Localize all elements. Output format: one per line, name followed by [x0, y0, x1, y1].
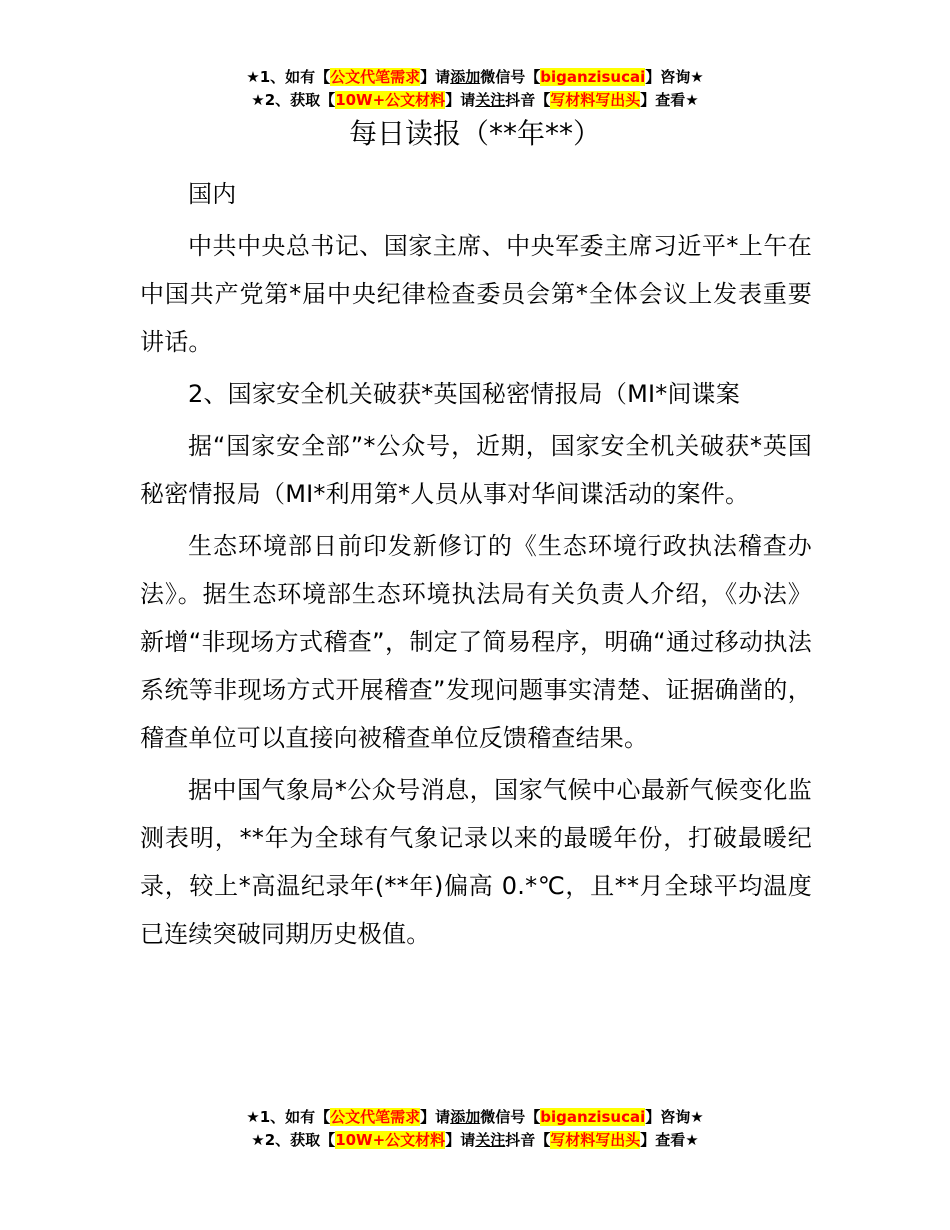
banner-line-2 [0, 1129, 950, 1152]
document-body [140, 170, 812, 958]
banner-highlight: 10W+公文材料 [335, 91, 446, 109]
banner-text: 】咨询★ [645, 68, 704, 86]
paragraph: 据中国气象局*公众号消息，国家气候中心最新气候变化监测表明，**年为全球有气象记录以来的最暖年份，打破最暖纪录，较上*高温纪录年(**年)偏高 0.*℃，且**月全球平均温度已连续突破同期历史极值。 [140, 776, 812, 948]
banner-underline: 关注 [475, 1131, 506, 1149]
paragraph-item-heading: 2、国家安全机关破获*英国秘密情报局（MI*间谍案 [188, 380, 741, 408]
banner-text: 】咨询★ [645, 1108, 704, 1126]
banner-highlight-douyin: 写材料写出头 [550, 91, 641, 109]
banner-text: 】查看★ [640, 91, 699, 109]
banner-underline: 添加 [450, 68, 481, 86]
banner-text: 】请 [420, 68, 451, 86]
banner-text: 微信号【 [480, 68, 541, 86]
banner-underline: 添加 [450, 1108, 481, 1126]
banner-text: 微信号【 [480, 1108, 541, 1126]
banner-underline: 关注 [475, 91, 506, 109]
banner-highlight-wechat: biganzisucai [540, 1108, 646, 1126]
paragraph: 生态环境部日前印发新修订的《生态环境行政执法稽查办法》。据生态环境部生态环境执法局有关负责人介绍，《办法》新增“非现场方式稽查”，制定了简易程序，明确“通过移动执法系统等非现场方式开展稽查”发现问题事实清楚、证据确凿的，稽查单位可以直接向被稽查单位反馈稽查结果。 [140, 532, 812, 752]
banner-line-1 [0, 1106, 950, 1129]
banner-text: 】请 [420, 1108, 451, 1126]
banner-highlight-douyin: 写材料写出头 [550, 1131, 641, 1149]
banner-text: ★1、如有【 [246, 68, 331, 86]
paragraph: 据“国家安全部”*公众号，近期，国家安全机关破获*英国秘密情报局（MI*利用第*人员从事对华间谍活动的案件。 [140, 432, 812, 508]
banner-text: ★2、获取【 [251, 1131, 336, 1149]
banner-line-1 [0, 66, 950, 89]
banner-text: 抖音【 [505, 91, 551, 109]
header-banner [0, 66, 950, 112]
banner-highlight: 公文代笔需求 [330, 68, 421, 86]
footer-banner [0, 1106, 950, 1152]
banner-text: ★2、获取【 [251, 91, 336, 109]
banner-text: ★1、如有【 [246, 1108, 331, 1126]
banner-text: 】请 [445, 1131, 476, 1149]
banner-highlight: 公文代笔需求 [330, 1108, 421, 1126]
banner-highlight-wechat: biganzisucai [540, 68, 646, 86]
banner-highlight: 10W+公文材料 [335, 1131, 446, 1149]
banner-text: 】请 [445, 91, 476, 109]
banner-text: 抖音【 [505, 1131, 551, 1149]
banner-line-2 [0, 89, 950, 112]
page-title: 每日读报（**年**） [348, 117, 601, 150]
paragraph: 中共中央总书记、国家主席、中央军委主席习近平*上午在中国共产党第*届中央纪律检查委员会第*全体会议上发表重要讲话。 [140, 232, 812, 356]
banner-text: 】查看★ [640, 1131, 699, 1149]
paragraph-section-heading: 国内 [188, 180, 237, 208]
